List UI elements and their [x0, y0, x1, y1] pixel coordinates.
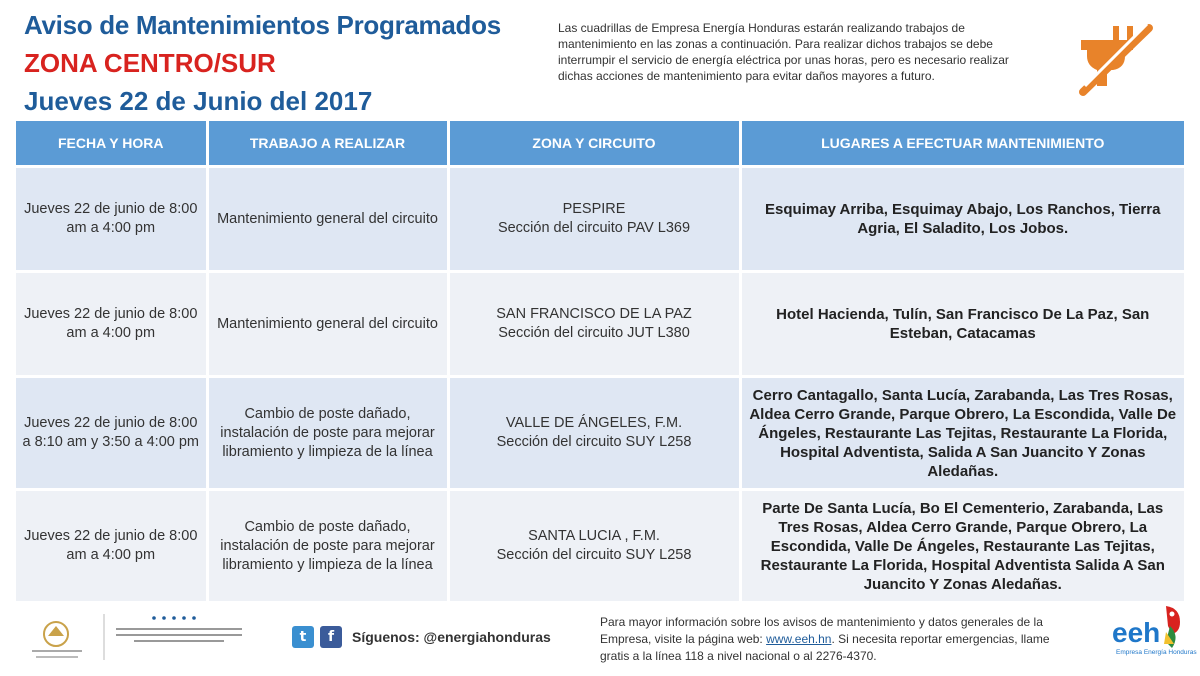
- column-header-lugares: LUGARES A EFECTUAR MANTENIMIENTO: [740, 121, 1184, 167]
- cell-zona: [448, 490, 740, 602]
- table-row: [16, 167, 1184, 272]
- contact-info: [600, 614, 1080, 665]
- plug-logo-icon: [1075, 18, 1155, 98]
- cell-trabajo: Cambio de poste dañado, instalación de poste para mejorar libramiento y limpieza de la línea: [207, 377, 448, 490]
- zona-name: SAN FRANCISCO DE LA PAZ: [496, 306, 692, 322]
- circuito-name: Sección del circuito SUY L258: [496, 547, 692, 563]
- zona-name: SANTA LUCIA , F.M.: [528, 528, 660, 544]
- table-header-row: [16, 121, 1184, 167]
- table-row: [16, 490, 1184, 602]
- maintenance-table: [16, 121, 1184, 601]
- logo-text: eeh: [1112, 617, 1161, 648]
- commission-logo-icon: [104, 610, 254, 664]
- info-text-post: . Si necesita reportar emergencias, llame gratis a la línea 118 a nivel nacional o al 2276-4370.: [600, 632, 1050, 663]
- cell-lugares: Cerro Cantagallo, Santa Lucía, Zarabanda, Las Tres Rosas, Aldea Cerro Grande, Parque Obrero, La Escondida, Valle De Ángeles, Restaurante Las Tejitas, Restaurante La Florida, Hospital Adventista, Salida A San Juancito Y Zonas Aledañas.: [740, 377, 1184, 490]
- twitter-icon[interactable]: t: [292, 626, 314, 648]
- social-bar: [292, 626, 551, 648]
- zona-name: PESPIRE: [562, 201, 626, 217]
- cell-lugares: Hotel Hacienda, Tulín, San Francisco De La Paz, San Esteban, Catacamas: [740, 272, 1184, 377]
- circuito-name: Sección del circuito SUY L258: [496, 434, 692, 450]
- cell-lugares: Esquimay Arriba, Esquimay Abajo, Los Ranchos, Tierra Agria, El Saladito, Los Jobos.: [740, 167, 1184, 272]
- intro-text: Las cuadrillas de Empresa Energía Honduras estarán realizando trabajos de mantenimiento en las zonas a continuación. Para realizar dichos trabajos se debe interrumpir el servicio de energía eléctrica por unas horas, pero es necesario realizar dichas acciones de mantenimiento para evitar daños mayores a futuro.: [558, 21, 1009, 83]
- cell-fecha: Jueves 22 de junio de 8:00 am a 4:00 pm: [16, 272, 207, 377]
- column-header-zona: ZONA Y CIRCUITO: [448, 121, 740, 167]
- cell-trabajo: Cambio de poste dañado, instalación de poste para mejorar libramiento y limpieza de la línea: [207, 490, 448, 602]
- cell-zona: [448, 377, 740, 490]
- table-row: [16, 272, 1184, 377]
- cell-zona: [448, 272, 740, 377]
- cell-trabajo: Mantenimiento general del circuito: [207, 272, 448, 377]
- column-header-trabajo: TRABAJO A REALIZAR: [207, 121, 448, 167]
- circuito-name: Sección del circuito JUT L380: [498, 325, 690, 341]
- logo-subtitle: Empresa Energía Honduras: [1116, 649, 1197, 656]
- cell-fecha: Jueves 22 de junio de 8:00 am a 4:00 pm: [16, 167, 207, 272]
- column-header-fecha: FECHA Y HORA: [16, 121, 207, 167]
- circuito-name: Sección del circuito PAV L369: [497, 220, 691, 236]
- zona-name: VALLE DE ÁNGELES, F.M.: [505, 415, 683, 431]
- website-link[interactable]: www.eeh.hn: [766, 632, 832, 646]
- facebook-icon[interactable]: f: [320, 626, 342, 648]
- cell-zona: [448, 167, 740, 272]
- cell-fecha: Jueves 22 de junio de 8:00 a 8:10 am y 3:50 a 4:00 pm: [16, 377, 207, 490]
- table-row: [16, 377, 1184, 490]
- info-text-pre: Para mayor información sobre los avisos de mantenimiento y datos generales de la Empresa, visite la página web:: [600, 615, 1043, 646]
- date-title: Jueves 22 de Junio del 2017: [24, 86, 373, 116]
- cell-trabajo: Mantenimiento general del circuito: [207, 167, 448, 272]
- footer: [0, 600, 1200, 676]
- social-handle: Síguenos: @energiahonduras: [352, 629, 551, 645]
- page-title: Aviso de Mantenimientos Programados: [24, 10, 501, 40]
- cell-fecha: Jueves 22 de junio de 8:00 am a 4:00 pm: [16, 490, 207, 602]
- zone-title: ZONA CENTRO/SUR: [24, 48, 276, 78]
- eeh-logo-icon: [1108, 602, 1197, 672]
- cell-lugares: Parte De Santa Lucía, Bo El Cementerio, Zarabanda, Las Tres Rosas, Aldea Cerro Grande, Parque Obrero, La Escondida, Valle De Ángeles, Restaurante Las Tejitas, Restaurante La Florida, Hospital Adventista Salida A San Juancito Y Zonas Aledañas.: [740, 490, 1184, 602]
- coat-of-arms-icon: [22, 614, 100, 664]
